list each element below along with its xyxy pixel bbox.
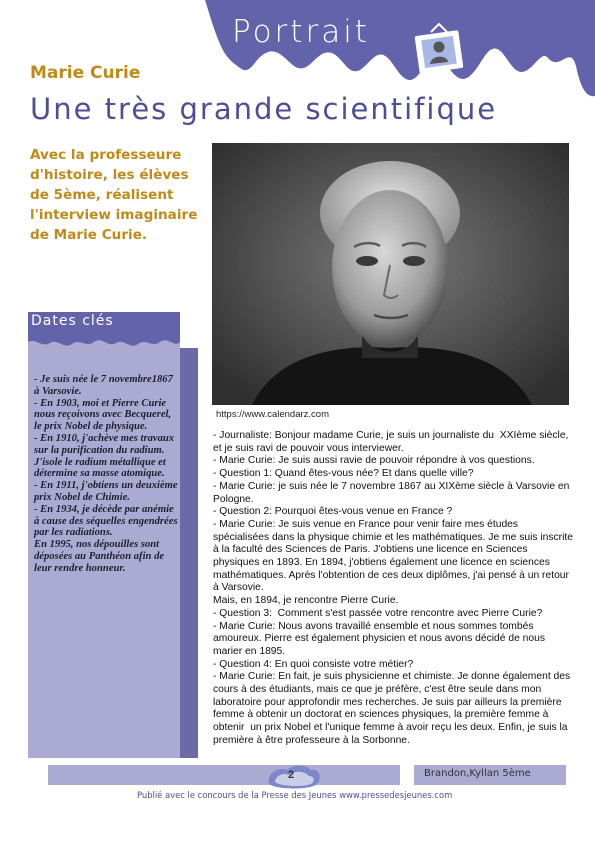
interview-paragraph: - Marie Curie: Nous avons travaillé ensemble et nous sommes tombés amoureux. Pierre est également physicien et nous avons décidé de nous marier en 1895. (213, 620, 548, 657)
footer-bar (48, 765, 400, 785)
key-dates-list (34, 374, 178, 575)
page-number: 2 (288, 769, 295, 781)
list-item: - En 1910, j'achève mes travaux sur la purification du radium. J'isole le radium métallique et détermine sa masse atomique. (34, 432, 175, 480)
list-item: - En 1934, je décède par anémie à cause des séquelles engendrées par les radiations. (34, 503, 178, 539)
interview-paragraph: - Marie Curie: Je suis venue en France pour venir faire mes études spécialisées dans la physique chimie et les mathématiques. Je me suis inscrite à la faculté des Sciences de Paris. J'obtiens une licence en Sciences physiques en 1893. En 1894, j'obtiens également une licence en sciences mathématiques. Après l'obtention de ces deux diplômes, j'ai pensé à un retour à Varsovie. (213, 518, 576, 594)
list-item: - Je suis née le 7 novembre1867 à Varsovie. (34, 374, 173, 397)
interview-paragraph: - Marie Curie: En fait, je suis physicienne et chimiste. Je donne également des cours à des étudiants, mais ce que je préfère, c'est être seule dans mon laboratoire pour approfondir mes recherches. Je suis par ailleurs la première femme à obtenir un doctorat en sciences physiques, la première femme à obtenir un prix Nobel et l'unique femme à avoir reçu les deux. Enfin, je suis la première à être professeure à la Sorbonne. (213, 671, 574, 746)
list-item: - En 1911, j'obtiens un deuxième prix Nobel de Chimie. (34, 480, 178, 503)
interview-paragraph: Mais, en 1894, je rencontre Pierre Curie. (213, 595, 399, 607)
section-label: Portrait (232, 14, 370, 50)
interview-paragraph: - Question 4: En quoi consiste votre métier? (213, 658, 414, 670)
publisher-credit: Publié avec le concours de la Presse des Jeunes www.pressedesjeunes.com (137, 790, 453, 800)
interview-paragraph: - Marie Curie: je suis née le 7 novembre 1867 au XIXème siècle à Varsovie en Pologne. (213, 480, 573, 505)
page-headline: Une très grande scientifique (30, 92, 498, 126)
marie-curie-photo (212, 143, 569, 405)
interview-paragraph: - Marie Curie: Je suis aussi ravie de pouvoir répondre à vos questions. (213, 455, 535, 467)
author-credit: Brandon,Kyllan 5ème (424, 768, 531, 779)
interview-text (213, 430, 575, 748)
intro-text: Avec la professeure d'histoire, les élèves de 5ème, réalisent l'interview imaginaire de Marie Curie. (30, 147, 198, 243)
interview-paragraph: - Journaliste: Bonjour madame Curie, je suis un journaliste du XXIème siècle, et je suis ravi de pouvoir vous interviewer. (213, 430, 572, 454)
person-name: Marie Curie (30, 63, 141, 83)
list-item: En 1995, nos dépouilles sont déposées au Panthéon afin de leur rendre honneur. (34, 539, 165, 574)
sidebar-title: Dates clés (31, 313, 114, 329)
sidebar-shadow (180, 348, 198, 758)
interview-paragraph: - Question 1: Quand êtes-vous née? Et dans quelle ville? (213, 468, 474, 480)
interview-paragraph: - Question 3: Comment s'est passée votre rencontre avec Pierre Curie? (213, 607, 543, 619)
photo-credit: https://www.calendarz.com (216, 409, 329, 420)
portrait-icon (414, 22, 464, 76)
list-item: - En 1903, moi et Pierre Curie nous reçoivons avec Becquerel, le prix Nobel de physique. (34, 397, 172, 433)
interview-paragraph: - Question 2: Pourquoi êtes-vous venue en France ? (213, 506, 453, 518)
